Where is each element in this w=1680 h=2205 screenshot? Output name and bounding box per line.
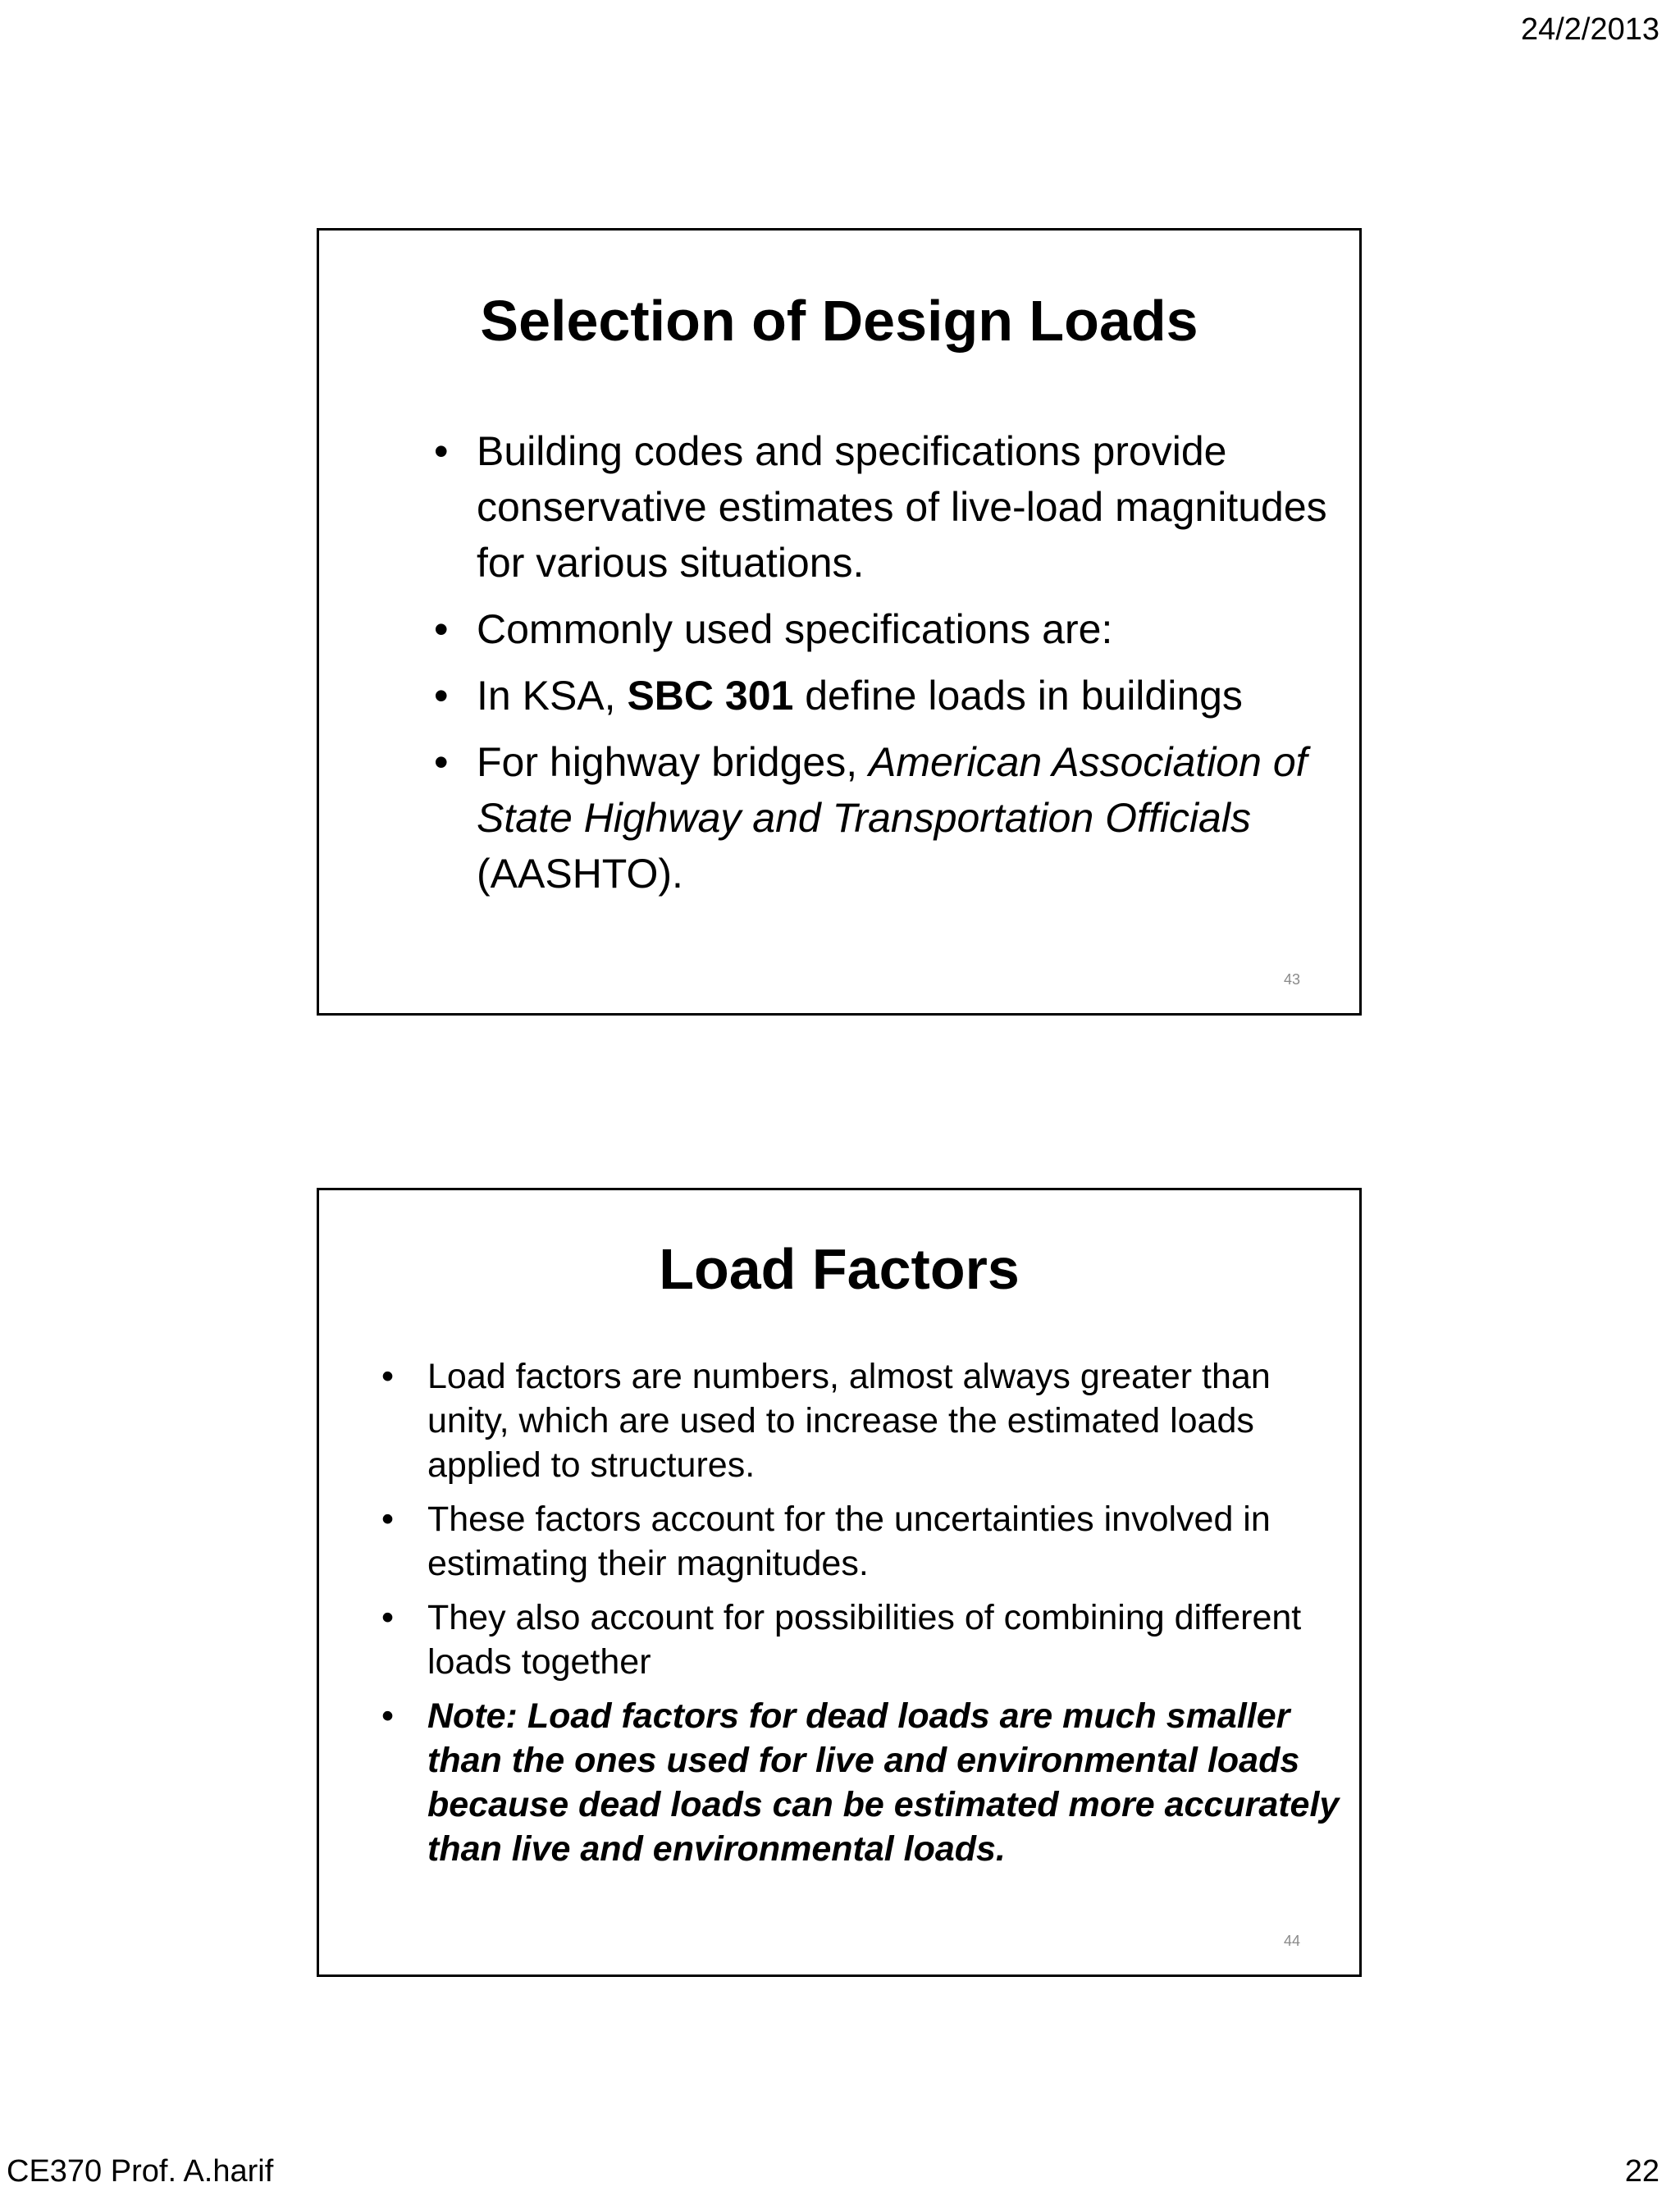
- slide-number: 44: [1283, 1933, 1300, 1949]
- bullet-item: [354, 1694, 1350, 1871]
- bullet-item: [419, 601, 1346, 657]
- bullet-bold-text: SBC 301: [627, 673, 794, 719]
- bullet-text: Commonly used specifications are:: [477, 606, 1113, 652]
- bullet-item: [354, 1596, 1350, 1684]
- bullet-text: Load factors are numbers, almost always greater than unity, which are used to increase the estimated loads applied to structures.: [427, 1357, 1271, 1485]
- bullet-text: In KSA,: [477, 673, 628, 719]
- bullet-list: [419, 423, 1346, 912]
- slide-selection-of-design-loads: [317, 228, 1362, 1016]
- bullet-item: [354, 1354, 1350, 1487]
- bullet-text: define loads in buildings: [793, 673, 1243, 719]
- page-date: 24/2/2013: [1520, 12, 1659, 47]
- bullet-item: [354, 1497, 1350, 1586]
- slide-number: 43: [1283, 971, 1300, 988]
- bullet-italic-text: American Association of State Highway and Transportation Officials: [477, 739, 1308, 841]
- footer-page-number: 22: [1624, 2154, 1659, 2189]
- bullet-text: Building codes and specifications provide conservative estimates of live-load magnitudes for various situations.: [477, 428, 1327, 586]
- bullet-item: [419, 668, 1346, 724]
- bullet-item: [419, 423, 1346, 591]
- bullet-text: (AASHTO).: [477, 851, 683, 897]
- footer-course: CE370 Prof. A.harif: [7, 2154, 274, 2189]
- bullet-text: They also account for possibilities of combining different loads together: [427, 1598, 1302, 1682]
- note-text: Note: Load factors for dead loads are much smaller than the ones used for live and environmental loads because dead loads can be estimated more accurately than live and environmental loads.: [427, 1696, 1340, 1869]
- bullet-list: [354, 1354, 1350, 1881]
- bullet-text: These factors account for the uncertainties involved in estimating their magnitudes.: [427, 1500, 1271, 1583]
- bullet-text: For highway bridges,: [477, 739, 870, 785]
- slide-load-factors: [317, 1188, 1362, 1977]
- slide-title: Load Factors: [659, 1237, 1020, 1301]
- slide-title: Selection of Design Loads: [480, 289, 1198, 353]
- bullet-item: [419, 734, 1346, 902]
